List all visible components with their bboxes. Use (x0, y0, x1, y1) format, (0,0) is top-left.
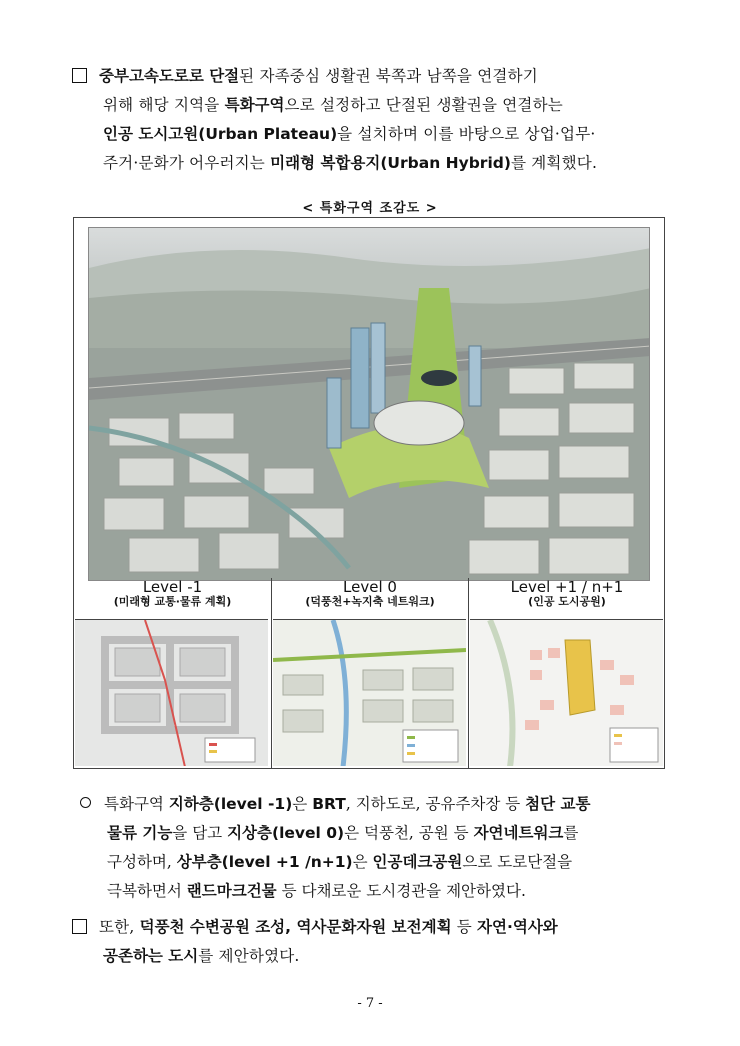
text: 등 (451, 918, 478, 936)
checkbox-bullet-icon (72, 919, 87, 934)
bold-text: BRT (312, 795, 346, 813)
text: 으로 도로단절을 (462, 853, 573, 871)
level-title: Level -1 (142, 578, 203, 596)
intro-paragraph (72, 62, 672, 178)
figure-frame (73, 217, 665, 769)
text: 를 계획했다. (510, 154, 598, 172)
circle-bullet-icon (80, 797, 91, 808)
text: 를 (563, 824, 579, 842)
text: 를 제안하였다. (198, 947, 300, 965)
bold-text: 지하층(level -1) (168, 795, 293, 813)
bold-text: 미래형 복합용지(Urban Hybrid) (270, 154, 511, 172)
text: 은 덕풍천, 공원 등 (344, 824, 474, 842)
text: 주거·문화가 어우러지는 (103, 154, 271, 172)
bold-text: 물류 기능 (107, 824, 173, 842)
page-number: - 7 - (357, 996, 383, 1011)
figure-caption: < 특화구역 조감도 > (302, 201, 438, 216)
bold-text: 자연네트워크 (473, 824, 564, 842)
level-minus1-map-image (75, 619, 268, 766)
level-title: Level 0 (343, 578, 397, 596)
text: 위해 해당 지역을 (103, 96, 225, 114)
level-title: Level +1 / n+1 (510, 578, 624, 596)
bold-text: 자연·역사와 (477, 918, 558, 936)
bold-text: 덕풍천 수변공원 조성, 역사문화자원 보전계획 (139, 918, 452, 936)
text: 을 설치하며 이를 바탕으로 상업·업무· (337, 125, 596, 143)
text: 또한, (99, 918, 140, 936)
text: 은 (352, 853, 373, 871)
level-plus1-map-image (470, 619, 663, 766)
bold-text: 상부층(level +1 /n+1) (176, 853, 353, 871)
level-0-map-image (273, 619, 466, 766)
text: 등 다채로운 도시경관을 제안하였다. (276, 882, 526, 900)
text: 을 담고 (172, 824, 228, 842)
text: , 지하도로, 공유주차장 등 (345, 795, 526, 813)
level-panel-0 (271, 578, 468, 768)
bold-text: 공존하는 도시 (103, 947, 199, 965)
text: 특화구역 (104, 795, 169, 813)
level-panel-minus1 (74, 578, 271, 768)
level-panel-plus1 (468, 578, 665, 768)
text: 구성하며, (107, 853, 177, 871)
bold-text: 지상층(level 0) (227, 824, 345, 842)
bold-text: 특화구역 (224, 96, 285, 114)
bold-text: 첨단 교통 (525, 795, 591, 813)
text: 극복하면서 (107, 882, 187, 900)
checkbox-bullet-icon (72, 68, 87, 83)
aerial-rendering-image (88, 227, 650, 581)
bold-text: 중부고속도로로 단절 (99, 67, 240, 85)
bold-text: 랜드마크건물 (186, 882, 277, 900)
bullet-paragraph (80, 790, 680, 906)
level-subtitle: (덕풍천+녹지축 네트워크) (305, 595, 435, 608)
text: 으로 설정하고 단절된 생활권을 연결하는 (284, 96, 563, 114)
text: 된 자족중심 생활권 북쪽과 남쪽을 연결하기 (239, 67, 538, 85)
bold-text: 인공 도시고원(Urban Plateau) (103, 125, 338, 143)
text: 은 (292, 795, 313, 813)
level-subtitle: (인공 도시공원) (528, 595, 606, 608)
closing-paragraph (72, 913, 672, 971)
bold-text: 인공데크공원 (372, 853, 463, 871)
level-panels (74, 578, 664, 768)
level-subtitle: (미래형 교통·물류 계획) (113, 595, 232, 608)
